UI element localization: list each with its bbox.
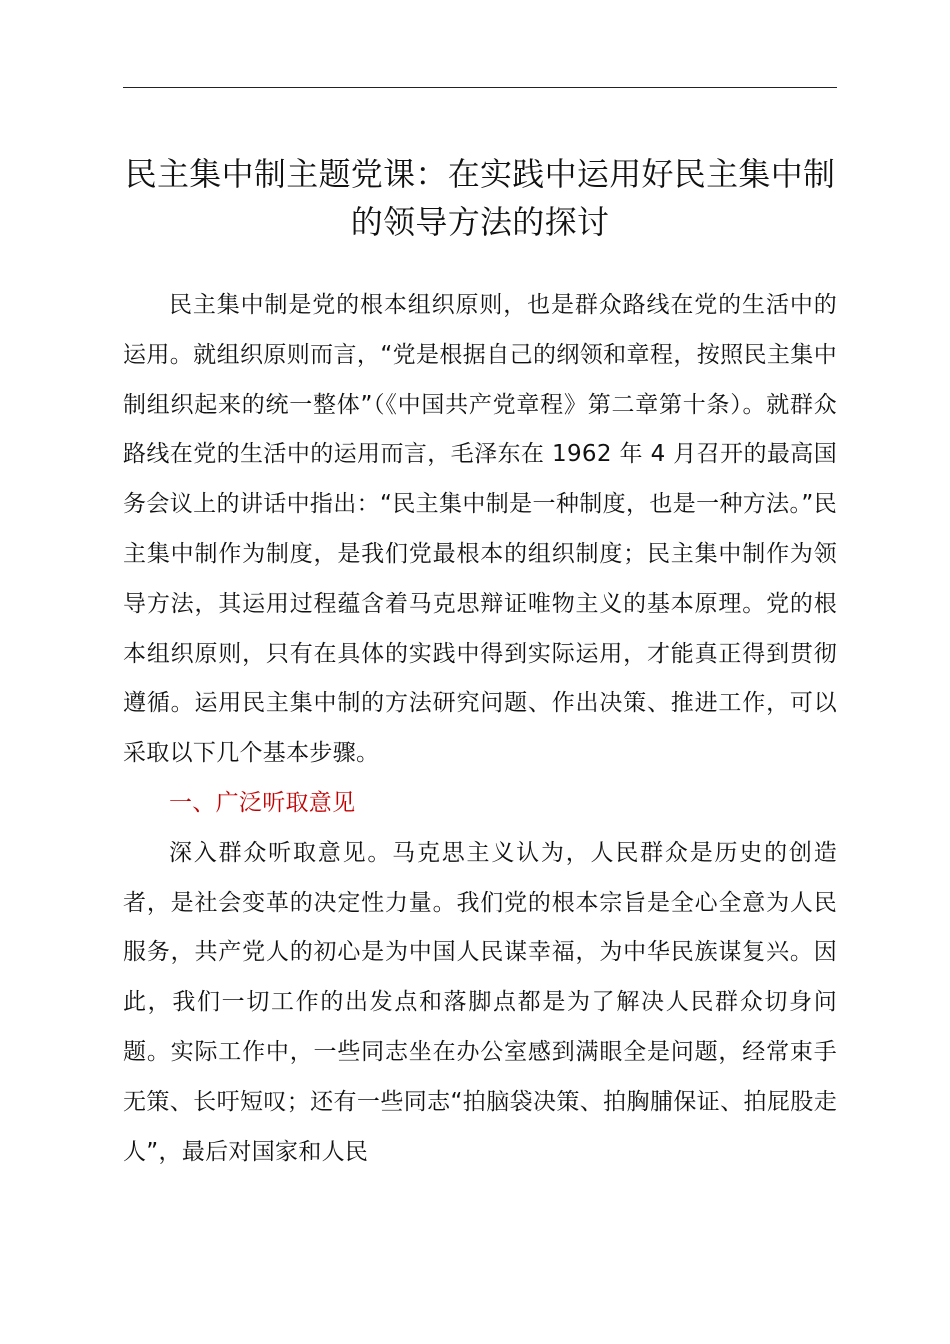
document-title: 民主集中制主题党课：在实践中运用好民主集中制的领导方法的探讨: [124, 155, 836, 241]
header-rule: [123, 87, 837, 88]
document-body: [123, 281, 837, 1177]
section-paragraph: 深入群众听取意见。马克思主义认为，人民群众是历史的创造者，是社会变革的决定性力量。我们党的根本宗旨是全心全意为人民服务，共产党人的初心是为中国人民谋幸福，为中华民族谋复兴。因此，我们一切工作的出发点和落脚点都是为了解决人民群众切身问题。实际工作中，一些同志坐在办公室感到满眼全是问题，经常束手无策、长吁短叹；还有一些同志“拍脑袋决策、拍胸脯保证、拍屁股走人”，最后对国家和人民: [123, 839, 837, 1165]
intro-paragraph: 民主集中制是党的根本组织原则，也是群众路线在党的生活中的运用。就组织原则而言，“党是根据自己的纲领和章程，按照民主集中制组织起来的统一整体”（《中国共产党章程》第二章第十条）。就群众路线在党的生活中的运用而言，毛泽东在 1962 年 4 月召开的最高国务会议上的讲话中指出：“民主集中制是一种制度，也是一种方法。”民主集中制作为制度，是我们党最根本的组织制度；民主集中制作为领导方法，其运用过程蕴含着马克思辩证唯物主义的基本原理。党的根本组织原则，只有在具体的实践中得到实际运用，才能真正得到贯彻遵循。运用民主集中制的方法研究问题、作出决策、推进工作，可以采取以下几个基本步骤。: [123, 292, 837, 767]
section-heading: 一、广泛听取意见: [169, 789, 356, 816]
